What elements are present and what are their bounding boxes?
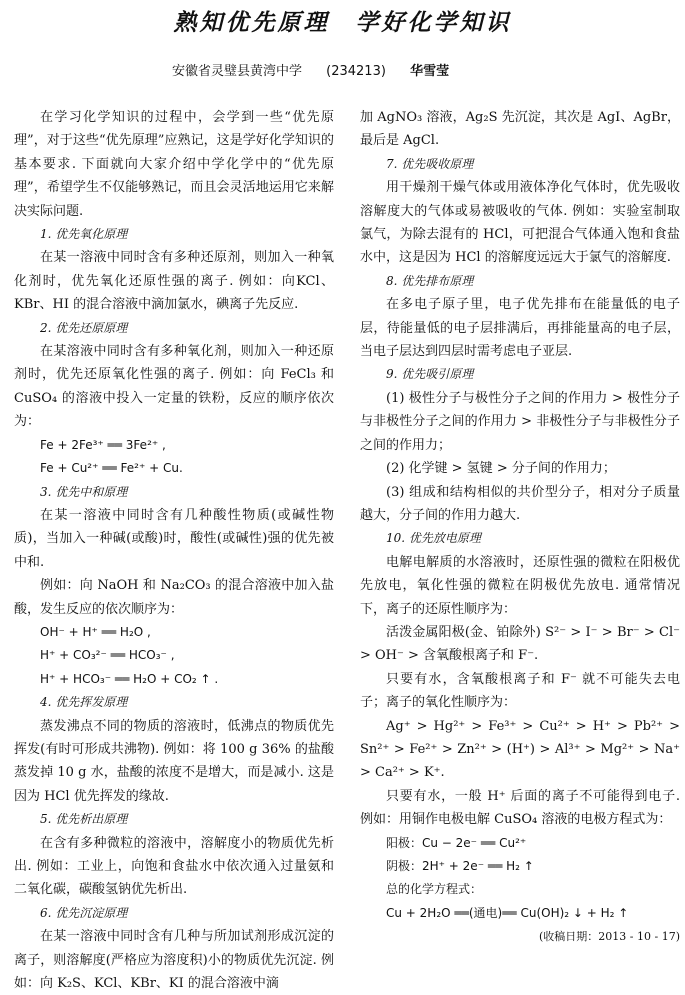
- equation-line: Fe + 2Fe³⁺ ══ 3Fe²⁺ ,: [40, 437, 166, 452]
- section-heading: 1. 优先氧化原理: [40, 227, 128, 242]
- body-paragraph: 在某一溶液中同时含有几种与所加试剂形成沉淀的离子，则溶解度(严格应为溶度积)小的物质优先沉淀. 例如：向 K₂S、KCl、KBr、KI 的混合溶液中滴: [14, 929, 334, 992]
- section-heading: 3. 优先中和原理: [40, 484, 128, 499]
- section-heading: 10. 优先放电原理: [386, 531, 481, 546]
- equation-line: H⁺ + HCO₃⁻ ══ H₂O + CO₂ ↑ .: [40, 671, 219, 686]
- body-paragraph: 蒸发沸点不同的物质的溶液时，低沸点的物质优先挥发(有时可形成共沸物). 例如：将 100 g 36% 的盐酸蒸发掉 10 g 水，盐酸的浓度不是增大，而是减小. 这是因为 HCl 优先挥发的缘故.: [14, 718, 334, 804]
- body-paragraph: 只要有水，含氧酸根离子和 F⁻ 就不可能失去电子；离子的氧化性顺序为：: [360, 671, 680, 711]
- body-paragraph: (2) 化学键 > 氢键 > 分子间的作用力；: [386, 461, 616, 477]
- body-paragraph: 在含有多种微粒的溶液中，溶解度小的物质优先析出. 例如：工业上，向饱和食盐水中依次通入过量氨和二氧化碳，碳酸氢钠优先析出.: [14, 835, 334, 898]
- section-heading: 8. 优先排布原理: [386, 273, 474, 288]
- section-heading: 4. 优先挥发原理: [40, 695, 128, 710]
- author-postcode: (234213): [326, 64, 386, 79]
- equation-line: OH⁻ + H⁺ ══ H₂O ,: [40, 624, 151, 639]
- body-paragraph: (1) 极性分子与极性分子之间的作用力 > 极性分子与非极性分子之间的作用力 > 非极性分子与非极性分子之间的作用力；: [360, 390, 680, 453]
- equation-line: Cu + 2H₂O ══(通电)══ Cu(OH)₂ ↓ + H₂ ↑: [386, 905, 629, 920]
- body-paragraph: 用干燥剂干燥气体或用液体净化气体时，优先吸收溶解度大的气体或易被吸收的气体. 例如：实验室制取氯气，为除去混有的 HCl，可把混合气体通入饱和食盐水中，这是因为 HCl 的溶解度远远大于氯气的溶解度.: [360, 180, 680, 266]
- body-paragraph: 例如：向 NaOH 和 Na₂CO₃ 的混合溶液中加入盐酸，发生反应的依次顺序为：: [14, 578, 334, 617]
- author-school: 安徽省灵璧县黄湾中学: [172, 64, 303, 79]
- section-heading: 9. 优先吸引原理: [386, 367, 474, 382]
- section-heading: 2. 优先还原原理: [40, 320, 128, 335]
- section-heading: 6. 优先沉淀原理: [40, 905, 128, 920]
- equation-line: Fe + Cu²⁺ ══ Fe²⁺ + Cu.: [40, 461, 183, 476]
- section-heading: 7. 优先吸收原理: [386, 156, 474, 171]
- body-paragraph: 在某溶液中同时含有多种氧化剂，则加入一种还原剂时，优先还原氧化性强的离子. 例如：向 FeCl₃ 和 CuSO₄ 的溶液中投入一定量的铁粉，反应的顺序依次为：: [14, 344, 334, 430]
- equation-line: 阳极：Cu − 2e⁻ ══ Cu²⁺: [386, 835, 527, 850]
- body-paragraph: Ag⁺ > Hg²⁺ > Fe³⁺ > Cu²⁺ > H⁺ > Pb²⁺ > Sn²⁺ > Fe²⁺ > Zn²⁺ > (H⁺) > Al³⁺ > Mg²⁺ > Na⁺ > Ca²⁺ > K⁺.: [360, 718, 680, 781]
- received-date: (收稿日期：2013 - 10 - 17): [539, 930, 680, 944]
- body-paragraph: (3) 组成和结构相似的共价型分子，相对分子质量越大，分子间的作用力越大.: [360, 484, 680, 523]
- body-paragraph: 只要有水，一般 H⁺ 后面的离子不可能得到电子. 例如：用铜作电极电解 CuSO₄ 溶液的电极方程式为：: [360, 788, 680, 828]
- body-paragraph: 电解电解质的水溶液时，还原性强的微粒在阳极优先放电，氧化性强的微粒在阴极优先放电. 通常情况下，离子的还原性顺序为：: [360, 554, 680, 617]
- section-heading: 5. 优先析出原理: [40, 812, 128, 827]
- body-paragraph: 在某一溶液中同时含有多种还原剂，则加入一种氧化剂时，优先氧化还原性强的离子. 例如：向KCl、KBr、HI 的混合溶液中滴加氯水，碘离子先反应.: [14, 250, 334, 313]
- equation-line: H⁺ + CO₃²⁻ ══ HCO₃⁻ ,: [40, 648, 175, 663]
- body-paragraph: 在多电子原子里，电子优先排布在能量低的电子层，待能量低的电子层排满后，再排能量高的电子层，当电子层达到四层时需考虑电子亚层.: [360, 297, 680, 360]
- body-paragraph: 在某一溶液中同时含有几种酸性物质(或碱性物质)，当加入一种碱(或酸)时，酸性(或碱性)强的优先被中和.: [14, 507, 334, 570]
- equation-line: 阴极：2H⁺ + 2e⁻ ══ H₂ ↑: [386, 859, 534, 873]
- body-paragraph: 在学习化学知识的过程中，会学到一些“优先原理”，对于这些“优先原理”应熟记，这是学好化学知识的基本要求. 下面就向大家介绍中学化学中的“优先原理”，希望学生不仅能够熟记，而且会灵活地运用它来解决实际问题.: [14, 110, 334, 219]
- equation-line: 总的化学方程式：: [386, 882, 483, 897]
- left-column: [14, 106, 334, 995]
- body-paragraph: 活泼金属阳极(金、铂除外) S²⁻ > I⁻ > Br⁻ > Cl⁻ > OH⁻ > 含氧酸根离子和 F⁻.: [360, 624, 680, 664]
- author-name: 华雪莹: [410, 64, 450, 79]
- article-title: 熟知优先原理 学好化学知识: [173, 10, 512, 36]
- body-paragraph: 加 AgNO₃ 溶液，Ag₂S 先沉淀，其次是 AgI、AgBr，最后是 AgCl.: [360, 110, 680, 149]
- byline: [172, 62, 632, 82]
- right-column: [360, 106, 680, 949]
